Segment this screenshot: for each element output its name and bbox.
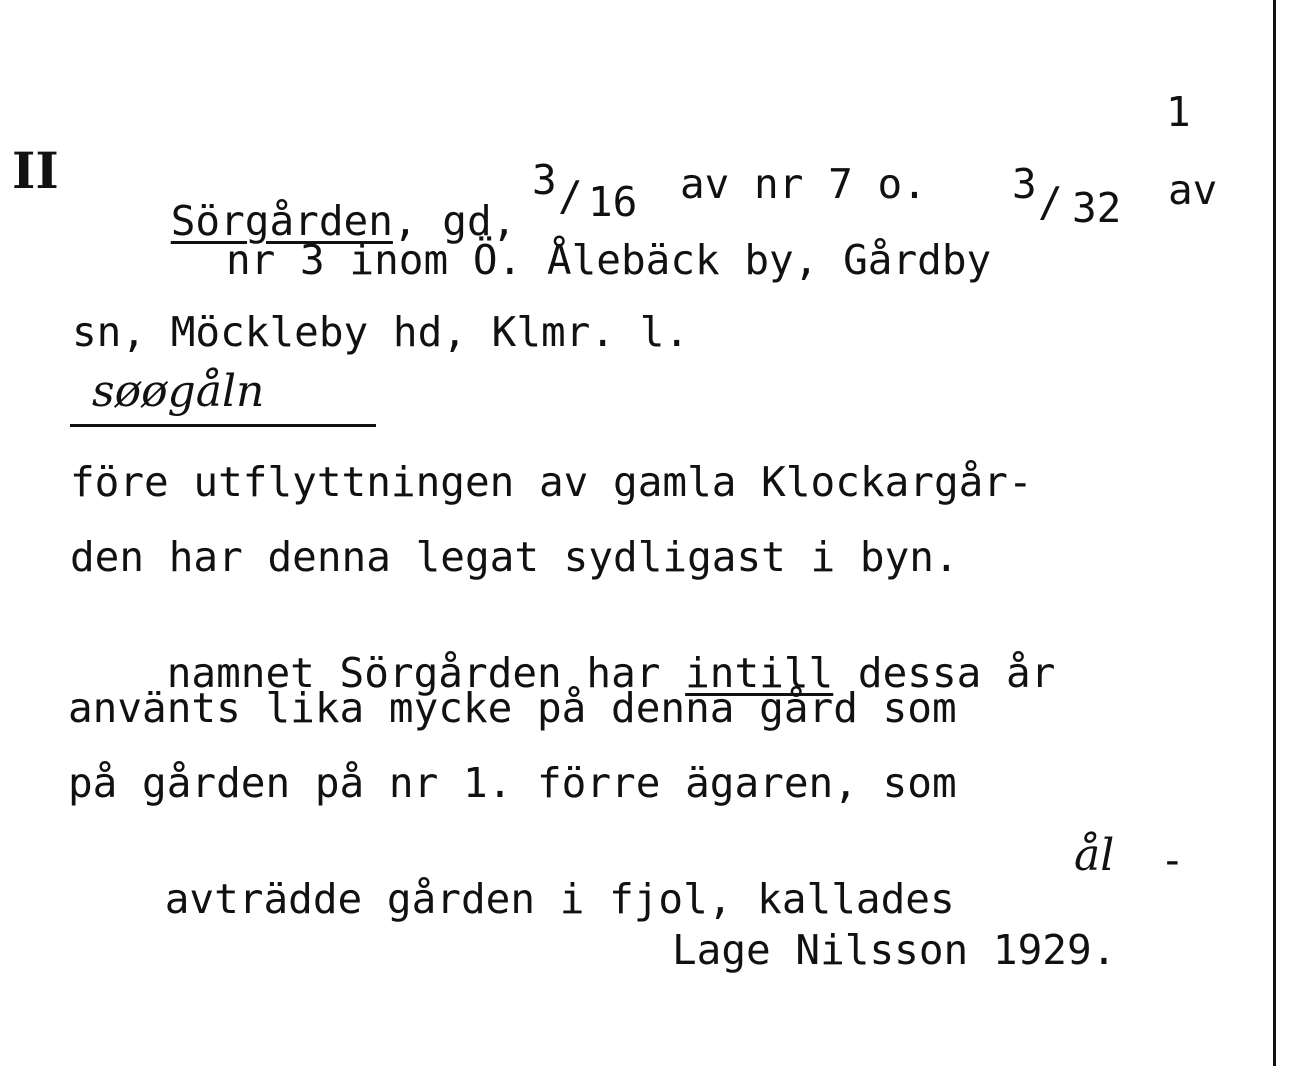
fraction-1-slash: / xyxy=(558,172,583,220)
body-line-3-a: namnet Sörgården har xyxy=(166,649,686,697)
header-text-c: av xyxy=(1168,166,1218,214)
body-line-6-hyphen: - xyxy=(1160,836,1185,884)
fraction-1-denominator: 16 xyxy=(588,178,638,226)
headword: Sörgården xyxy=(170,197,393,245)
card-right-edge xyxy=(1273,0,1276,1066)
fraction-2-numerator: 3 xyxy=(1012,160,1037,208)
header-text-a: , gd, xyxy=(392,197,542,245)
body-line-6-handwritten: ål xyxy=(1074,830,1115,881)
body-line-4: använts lika mycke på denna gård som xyxy=(68,684,957,732)
header-line-2: nr 3 inom Ö. Ålebäck by, Gårdby xyxy=(226,236,992,284)
pronunciation-handwritten: søøgåln xyxy=(92,366,265,417)
pronunciation-underline xyxy=(70,424,376,427)
fraction-2-slash: / xyxy=(1038,178,1063,226)
signature: Lage Nilsson 1929. xyxy=(672,926,1117,974)
fraction-1-numerator: 3 xyxy=(532,156,557,204)
fraction-2-denominator: 32 xyxy=(1072,184,1122,232)
body-line-5: på gården på nr 1. förre ägaren, som xyxy=(68,759,957,807)
card-number: 1 xyxy=(1166,88,1191,136)
header-text-b: av nr 7 o. xyxy=(680,160,927,208)
body-line-3-underlined: intill xyxy=(685,649,834,697)
body-line-3-b: dessa år xyxy=(833,649,1056,697)
header-line-3: sn, Möckleby hd, Klmr. l. xyxy=(72,308,690,356)
body-line-2: den har denna legat sydligast i byn. xyxy=(70,533,959,581)
body-line-6-a: avträdde gården i fjol, kallades xyxy=(164,875,955,923)
roman-numeral-mark: II xyxy=(12,141,59,200)
body-line-1: före utflyttningen av gamla Klockargår- xyxy=(70,458,1033,506)
